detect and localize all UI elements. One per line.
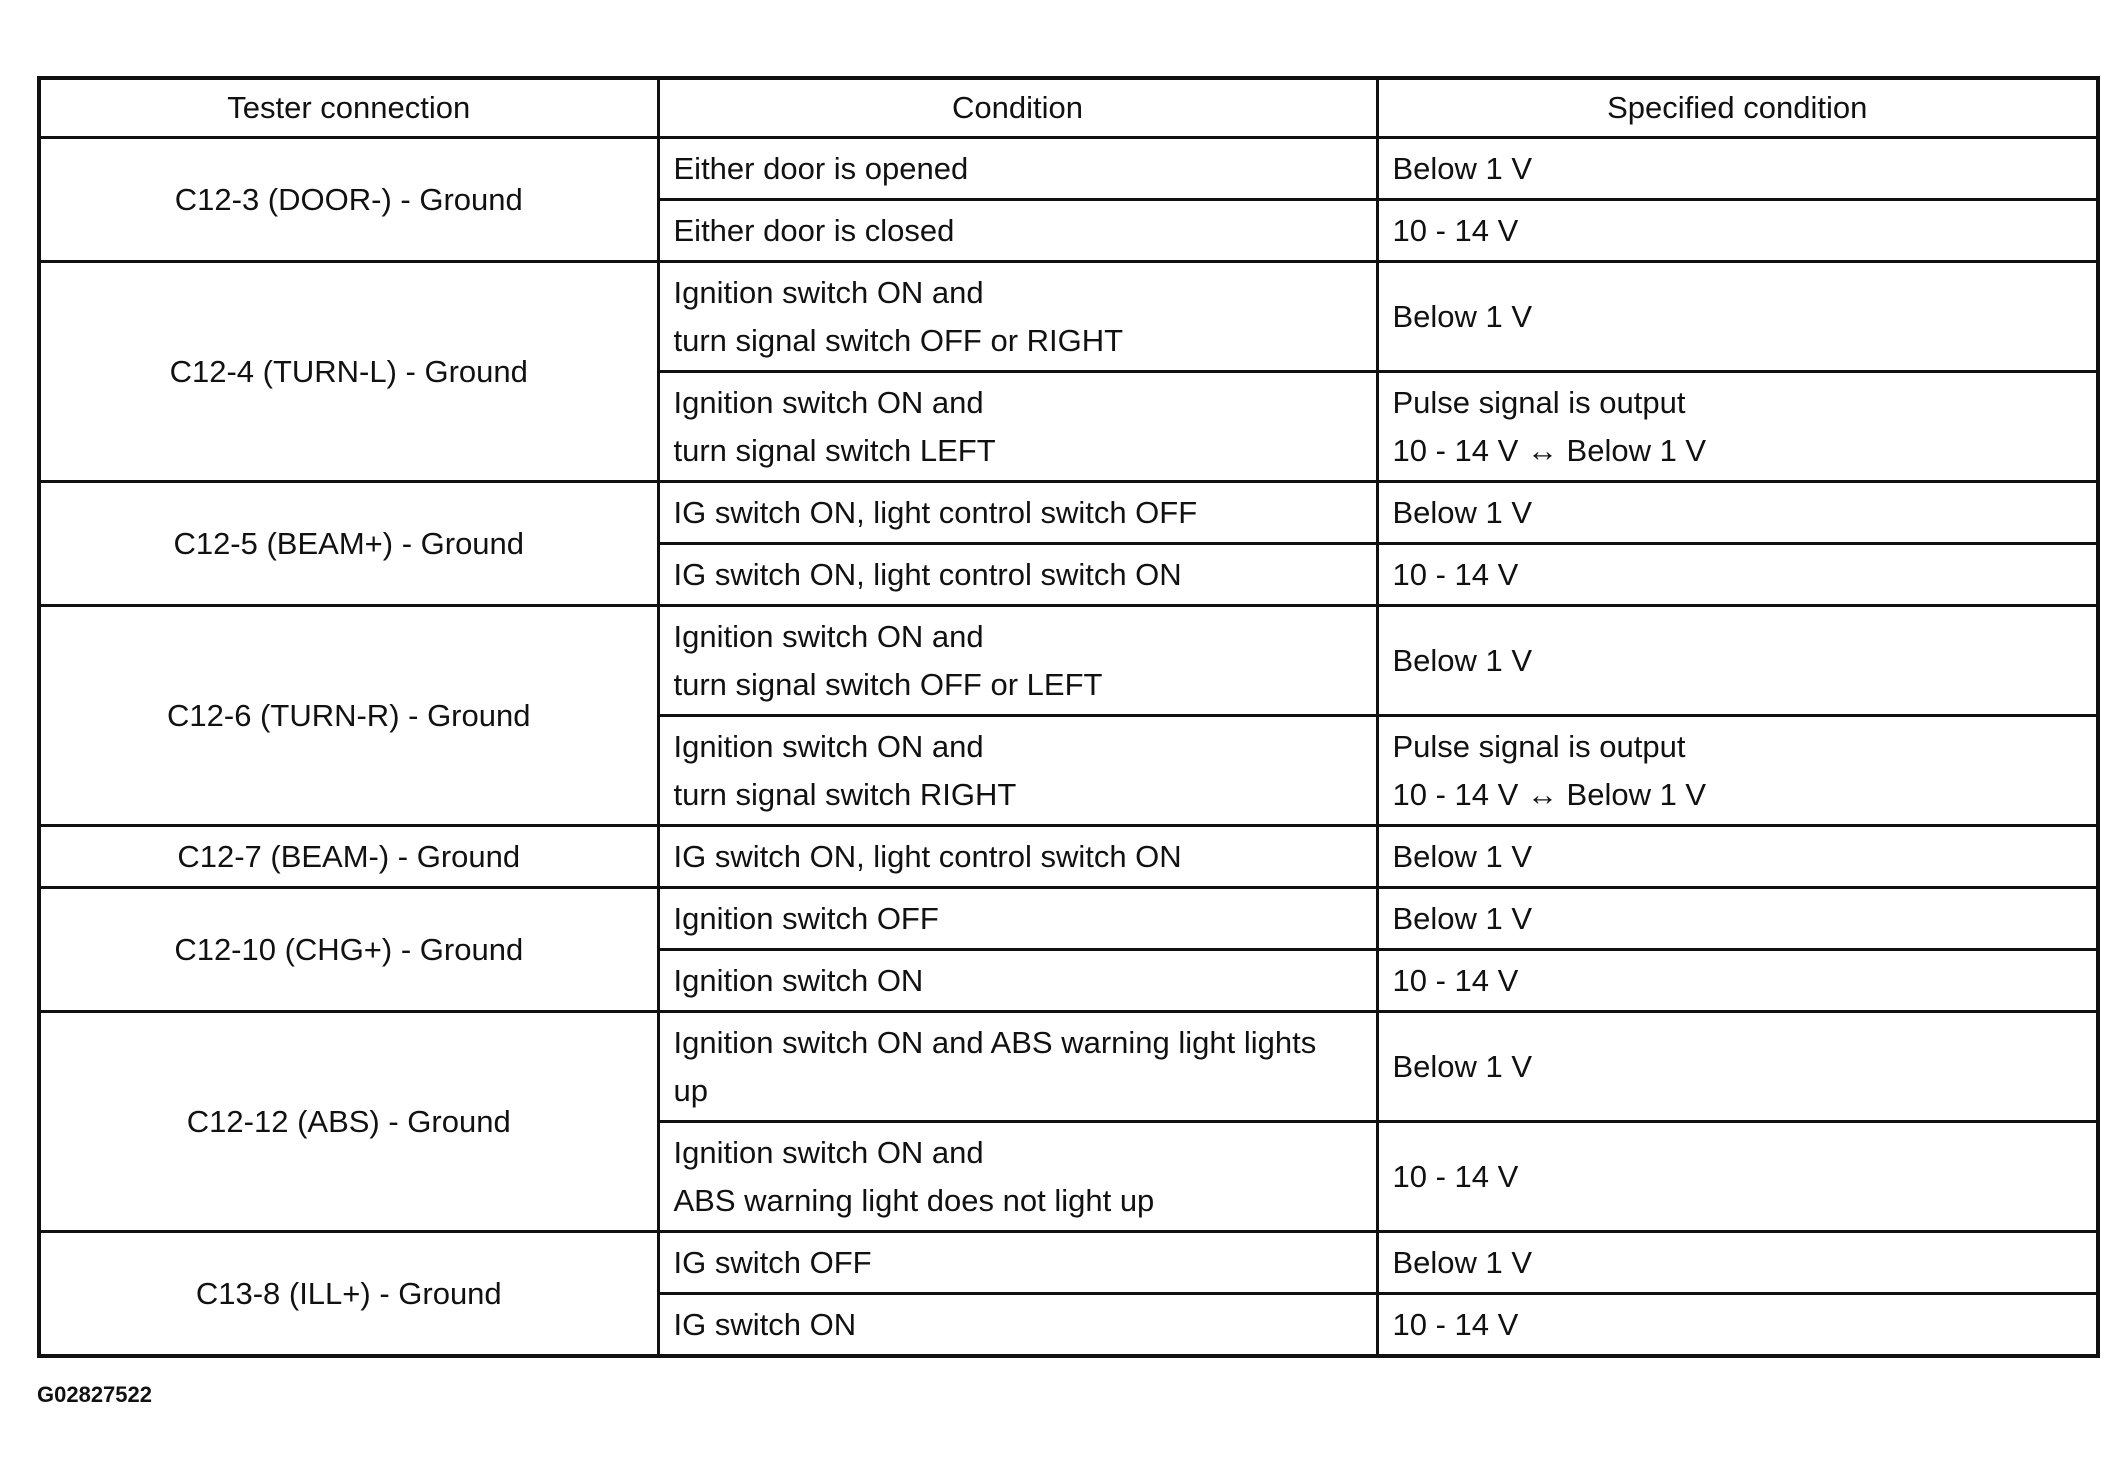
specified-condition-cell: [1377, 716, 2098, 826]
tester-connection-text: C12-6 (TURN-R) - Ground: [167, 697, 531, 733]
tester-connection-text: C12-5 (BEAM+) - Ground: [173, 525, 525, 561]
specified-condition-cell: [1377, 372, 2098, 482]
condition-text: turn signal switch LEFT: [673, 432, 996, 468]
specified-condition-text: 10 - 14 V: [1392, 1158, 1519, 1194]
specified-condition-cell: [1377, 1294, 2098, 1357]
specified-condition-text: Below 1 V: [1392, 838, 1533, 874]
condition-text: turn signal switch OFF or RIGHT: [673, 322, 1124, 358]
header-condition: Condition: [658, 78, 1377, 138]
tester-connection-text: C13-8 (ILL+) - Ground: [195, 1275, 502, 1311]
condition-cell: [658, 262, 1377, 372]
table-row: [39, 482, 2098, 544]
specified-condition-cell: [1377, 826, 2098, 888]
condition-cell: [658, 1012, 1377, 1122]
tester-connection-text: C12-7 (BEAM-) - Ground: [177, 838, 521, 874]
condition-text: Either door is closed: [673, 212, 955, 248]
tester-connection-cell: [39, 482, 658, 606]
tester-connection-cell: [39, 888, 658, 1012]
specified-condition-text: 10 - 14 V: [1392, 556, 1519, 592]
condition-text: IG switch ON, light control switch ON: [673, 838, 1182, 874]
condition-cell: [658, 1232, 1377, 1294]
specified-condition-text: Below 1 V: [1392, 298, 1533, 334]
condition-text: turn signal switch RIGHT: [673, 776, 1017, 812]
table-row: [39, 1232, 2098, 1294]
specified-condition-text: 10 - 14 V ↔ Below 1 V: [1392, 432, 1707, 468]
tester-connection-cell: [39, 606, 658, 826]
table-row: [39, 138, 2098, 200]
specified-condition-text: 10 - 14 V: [1392, 1306, 1519, 1342]
condition-cell: [658, 826, 1377, 888]
tester-connection-text: C12-3 (DOOR-) - Ground: [174, 181, 523, 217]
tester-connection-cell: [39, 1232, 658, 1357]
condition-text: Ignition switch ON and: [673, 728, 984, 764]
condition-text: Ignition switch ON and: [673, 1134, 984, 1170]
condition-text: Ignition switch ON and: [673, 618, 984, 654]
specification-table: [37, 76, 2100, 1358]
condition-text: Ignition switch ON and ABS warning light lights: [673, 1024, 1317, 1060]
condition-text: IG switch OFF: [673, 1244, 872, 1280]
table-body: [39, 138, 2098, 1357]
specified-condition-cell: [1377, 1012, 2098, 1122]
specified-condition-text: 10 - 14 V: [1392, 212, 1519, 248]
tester-connection-cell: [39, 138, 658, 262]
table-header-row: [39, 78, 2098, 138]
tester-connection-cell: [39, 262, 658, 482]
tester-connection-text: C12-10 (CHG+) - Ground: [174, 931, 524, 967]
specified-condition-text: Below 1 V: [1392, 1048, 1533, 1084]
tester-connection-text: C12-12 (ABS) - Ground: [186, 1103, 511, 1139]
condition-text: Ignition switch OFF: [673, 900, 939, 936]
tester-connection-text: C12-4 (TURN-L) - Ground: [169, 353, 528, 389]
table-row: [39, 1012, 2098, 1122]
condition-text: Ignition switch ON and: [673, 274, 984, 310]
condition-text: up: [673, 1072, 708, 1108]
specified-condition-cell: [1377, 950, 2098, 1012]
condition-text: Ignition switch ON: [673, 962, 924, 998]
condition-cell: [658, 888, 1377, 950]
table-row: [39, 606, 2098, 716]
table-row: [39, 888, 2098, 950]
specified-condition-text: Below 1 V: [1392, 642, 1533, 678]
condition-text: IG switch ON, light control switch ON: [673, 556, 1182, 592]
tester-connection-cell: [39, 826, 658, 888]
specified-condition-text: 10 - 14 V: [1392, 962, 1519, 998]
specified-condition-cell: [1377, 200, 2098, 262]
condition-cell: [658, 138, 1377, 200]
specified-condition-text: Pulse signal is output: [1392, 728, 1686, 764]
condition-cell: [658, 1122, 1377, 1232]
condition-text: ABS warning light does not light up: [673, 1182, 1155, 1218]
condition-cell: [658, 200, 1377, 262]
specified-condition-cell: [1377, 606, 2098, 716]
specified-condition-cell: [1377, 1232, 2098, 1294]
table-row: [39, 826, 2098, 888]
condition-cell: [658, 606, 1377, 716]
tester-connection-cell: [39, 1012, 658, 1232]
header-tester-connection: Tester connection: [39, 78, 658, 138]
condition-cell: [658, 544, 1377, 606]
specified-condition-cell: [1377, 262, 2098, 372]
condition-cell: [658, 950, 1377, 1012]
condition-cell: [658, 372, 1377, 482]
specified-condition-cell: [1377, 888, 2098, 950]
figure-id: G02827522: [37, 1382, 152, 1407]
specified-condition-text: Pulse signal is output: [1392, 384, 1686, 420]
specified-condition-text: 10 - 14 V ↔ Below 1 V: [1392, 776, 1707, 812]
condition-cell: [658, 482, 1377, 544]
specified-condition-text: Below 1 V: [1392, 150, 1533, 186]
condition-text: turn signal switch OFF or LEFT: [673, 666, 1103, 702]
specified-condition-cell: [1377, 482, 2098, 544]
specified-condition-text: Below 1 V: [1392, 900, 1533, 936]
condition-text: IG switch ON: [673, 1306, 857, 1342]
specified-condition-text: Below 1 V: [1392, 494, 1533, 530]
condition-cell: [658, 1294, 1377, 1357]
specified-condition-cell: [1377, 138, 2098, 200]
condition-text: IG switch ON, light control switch OFF: [673, 494, 1198, 530]
condition-text: Ignition switch ON and: [673, 384, 984, 420]
specified-condition-text: Below 1 V: [1392, 1244, 1533, 1280]
condition-cell: [658, 716, 1377, 826]
table-row: [39, 262, 2098, 372]
header-specified-condition: Specified condition: [1377, 78, 2098, 138]
specified-condition-cell: [1377, 1122, 2098, 1232]
specified-condition-cell: [1377, 544, 2098, 606]
condition-text: Either door is opened: [673, 150, 969, 186]
